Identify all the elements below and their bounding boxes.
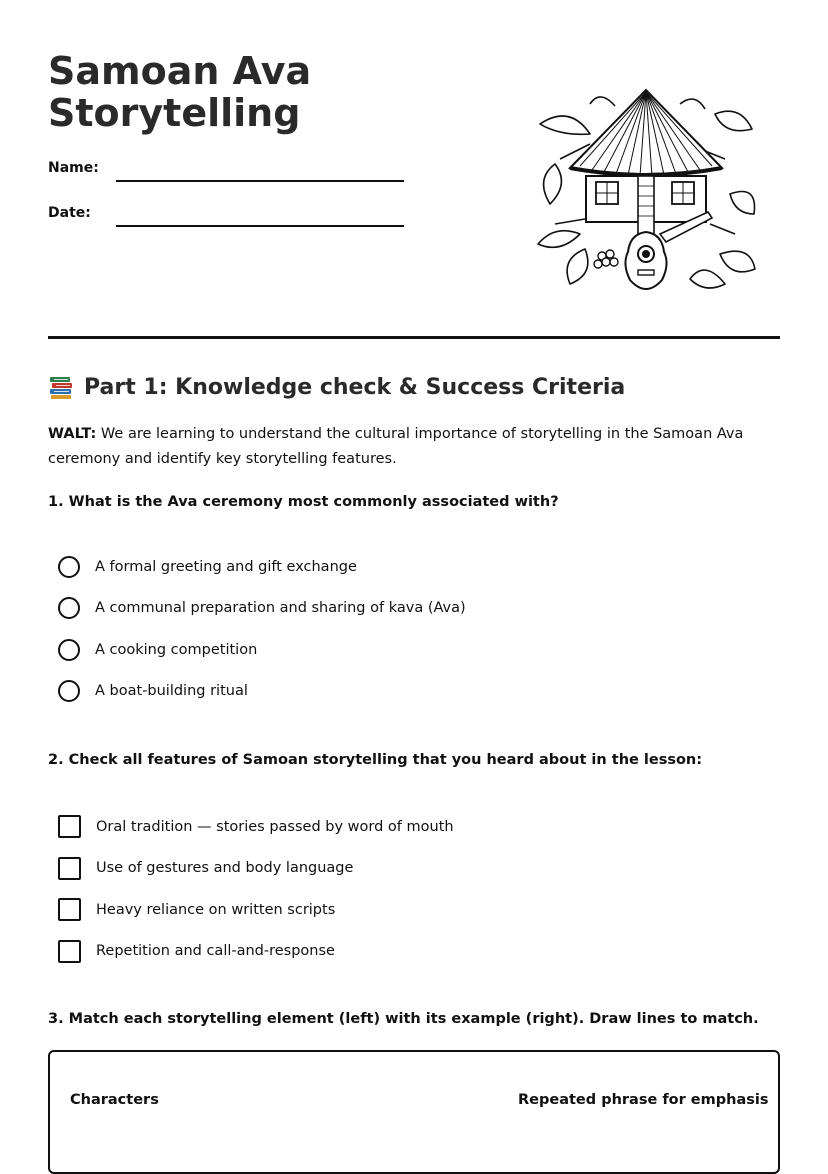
q2-option[interactable] <box>58 931 454 973</box>
radio-button[interactable] <box>58 597 80 619</box>
q2-option-label: Use of gestures and body language <box>96 860 354 877</box>
q1-option[interactable] <box>58 671 466 713</box>
q2-option[interactable] <box>58 848 454 890</box>
match-left-item[interactable]: Characters <box>70 1092 159 1108</box>
name-label: Name: <box>48 160 99 176</box>
checkbox[interactable] <box>58 857 81 880</box>
part1-heading <box>48 374 625 400</box>
question-2: 2. Check all features of Samoan storytelling that you heard about in the lesson: <box>48 752 703 768</box>
q1-option-label: A cooking competition <box>95 641 258 658</box>
date-field[interactable] <box>48 205 91 221</box>
question-1-options <box>58 546 466 712</box>
matching-box[interactable] <box>48 1050 780 1174</box>
fale-hut-with-ukulele-icon <box>530 84 762 298</box>
question-1: 1. What is the Ava ceremony most commonly associated with? <box>48 494 559 510</box>
name-write-line[interactable] <box>116 180 404 182</box>
q1-option-label: A communal preparation and sharing of kava (Ava) <box>95 600 466 617</box>
checkbox[interactable] <box>58 815 81 838</box>
q2-option[interactable] <box>58 889 454 931</box>
q1-option[interactable] <box>58 629 466 671</box>
q2-option-label: Repetition and call-and-response <box>96 943 335 960</box>
question-3: 3. Match each storytelling element (left) with its example (right). Draw lines to match. <box>48 1011 759 1027</box>
radio-button[interactable] <box>58 639 80 661</box>
q2-option-label: Oral tradition — stories passed by word of mouth <box>96 818 454 835</box>
section-divider <box>48 336 780 339</box>
checkbox[interactable] <box>58 898 81 921</box>
walt-statement <box>48 422 780 472</box>
checkbox[interactable] <box>58 940 81 963</box>
name-field[interactable] <box>48 160 99 176</box>
q2-option[interactable] <box>58 806 454 848</box>
q1-option[interactable] <box>58 588 466 630</box>
match-right-item[interactable]: Repeated phrase for emphasis <box>518 1092 769 1108</box>
worksheet-title: Samoan Ava Storytelling <box>48 49 312 135</box>
walt-label: WALT: <box>48 426 97 442</box>
date-write-line[interactable] <box>116 225 404 227</box>
q1-option-label: A formal greeting and gift exchange <box>95 558 357 575</box>
part1-title: Part 1: Knowledge check & Success Criteria <box>84 374 626 400</box>
walt-text: We are learning to understand the cultural importance of storytelling in the Samoan Ava ceremony and identify key storytelling features. <box>48 426 744 467</box>
q2-option-label: Heavy reliance on written scripts <box>96 901 336 918</box>
books-icon <box>48 374 74 400</box>
date-label: Date: <box>48 205 91 221</box>
radio-button[interactable] <box>58 556 80 578</box>
question-2-options <box>58 806 454 972</box>
q1-option-label: A boat-building ritual <box>95 683 248 700</box>
q1-option[interactable] <box>58 546 466 588</box>
radio-button[interactable] <box>58 680 80 702</box>
